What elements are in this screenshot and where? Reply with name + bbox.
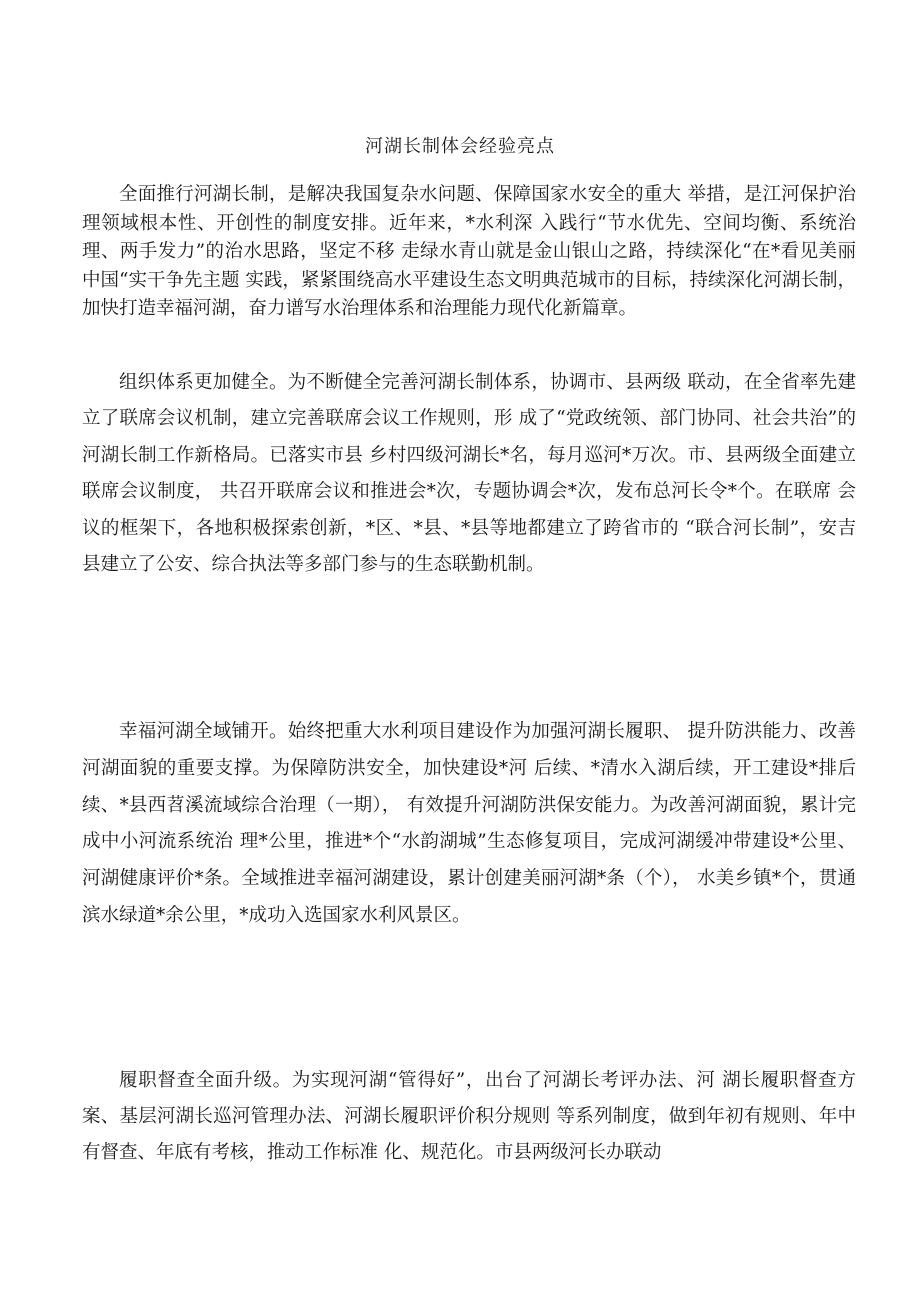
intro-paragraph: 全面推行河湖长制，是解决我国复杂水问题、保障国家水安全的重大 举措，是江河保护治理领域根本性、开创性的制度安排。近年来，*水利深 入践行“节水优先、空间均衡、系统治理、两手发力”的治水思路，坚定不移 走绿水青山就是金山银山之路，持续深化“在*看见美丽中国“实干争先主题 实践，紧紧围绕高水平建设生态文明典范城市的目标，持续深化河湖长制， 加快打造幸福河湖，奋力谱写水治理体系和治理能力现代化新篇章。 <box>82 184 856 319</box>
duty-supervision-paragraph: 履职督查全面升级。为实现河湖“管得好”，出台了河湖长考评办法、河 湖长履职督查方案、基层河湖长巡河管理办法、河湖长履职评价积分规则 等系列制度，做到年初有规则、年中有督查、年底有考核，推动工作标准 化、规范化。市县两级河长办联动 <box>82 1070 856 1164</box>
document-title: 河湖长制体会经验亮点 <box>365 136 555 157</box>
happy-rivers-lakes-paragraph: 幸福河湖全域铺开。始终把重大水利项目建设作为加强河湖长履职、 提升防洪能力、改善河湖面貌的重要支撑。为保障防洪安全，加快建设*河 后续、*清水入湖后续，开工建设*排后续、*县西苕溪流域综合治理（一期）， 有效提升河湖防洪保安能力。为改善河湖面貌，累计完成中小河流系统治 理*公里，推进*个“水韵湖城”生态修复项目，完成河湖缓冲带建设*公里、 河湖健康评价*条。全域推进幸福河湖建设，累计创建美丽河湖*条（个）， 水美乡镇*个，贯通滨水绿道*余公里，*成功入选国家水利风景区。 <box>82 721 856 926</box>
organization-system-paragraph: 组织体系更加健全。为不断健全完善河湖长制体系，协调市、县两级 联动，在全省率先建立了联席会议机制，建立完善联席会议工作规则，形 成了“党政统领、部门协同、社会共治”的河湖长制工作新格局。已落实市县 乡村四级河湖长*名，每月巡河*万次。市、县两级全面建立联席会议制度， 共召开联席会议和推进会*次，专题协调会*次，发布总河长令*个。在联席 会议的框架下，各地积极探索创新，*区、*县、*县等地都建立了跨省市的 “联合河长制”，安吉县建立了公安、综合执法等多部门参与的生态联勤机制。 <box>82 372 856 576</box>
